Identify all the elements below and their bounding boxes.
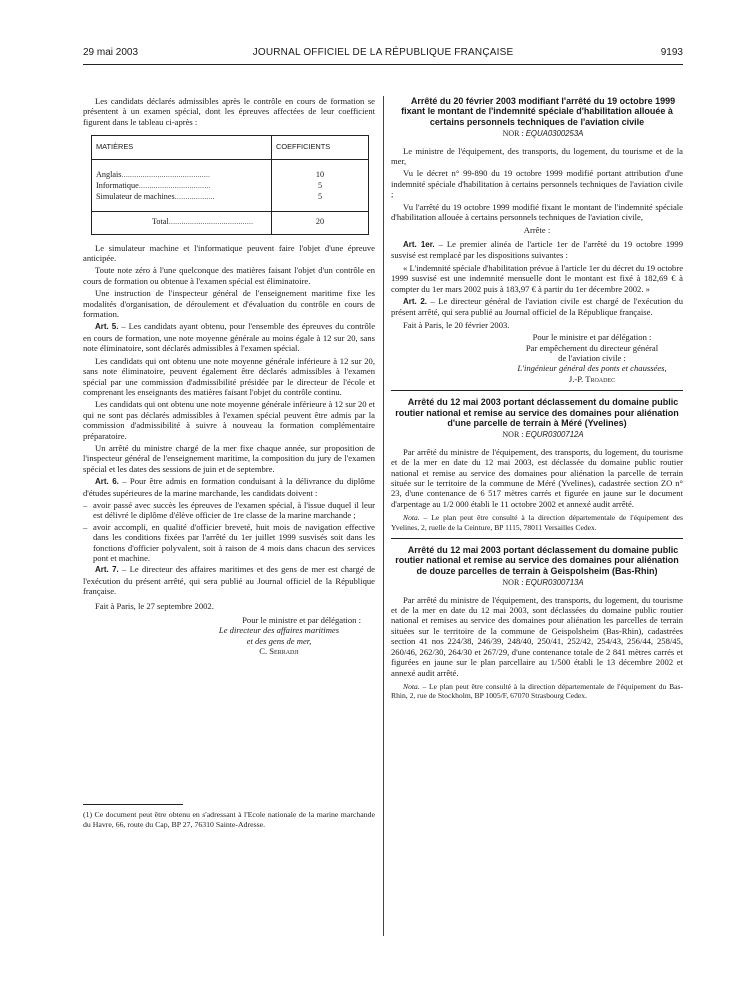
footnote-rule [83,804,183,805]
table-row: Anglais.......................................... 10 [92,159,369,181]
page-header [83,47,683,61]
decree-title: Arrêté du 20 février 2003 modifiant l'arrêté du 19 octobre 1999 fixant le montant de l'indemnité spéciale d'habilitation allouée à certains personnels techniques de l'aviation civile [401,96,676,127]
coefficients-table [91,135,369,234]
signature-line: et des gens de mer, [246,635,312,646]
list-item: – avoir accompli, en qualité d'officier breveté, huit mois de navigation effective dans les conditions fixées par l'arrêté du 1er juillet 1999 susvisés soit dans les fonctions d'officier polyvalent, soit à raison de 4 mois dans chacun des services pont et machine. [83,521,375,563]
article-label: Art. 6. [95,477,119,487]
article-1: Art. 1er. – Le premier alinéa de l'article 1er de l'arrêté du 19 octobre 1999 susvisé est remplacé par les dispositions suivantes : [391,238,684,261]
signature-line: Pour le ministre et par délégation : [242,615,361,626]
header-journal-title: JOURNAL OFFICIEL DE LA RÉPUBLIQUE FRANÇAISE [252,47,514,58]
table-total-row: Total........................................ 20 [92,211,369,234]
nor-reference: NOR : EQUA0300253A [502,129,584,139]
paragraph: Le ministre de l'équipement, des transports, du logement, du tourisme et de la mer, [391,145,683,167]
article-label: Art. 7. [95,565,119,575]
signatory-name: C. Serradji [259,646,299,657]
table-cell-label: Anglais [96,169,122,179]
article-5: Art. 5. – Les candidats ayant obtenu, pour l'ensemble des épreuves du contrôle en cours de formation, une note moyenne générale au moins égale à 12 sur 20, sans note éliminatoire, sont déclarés admissibles à l'examen spécial. [83,321,376,354]
fait-line: Fait à Paris, le 20 février 2003. [403,319,510,330]
table-row: Simulateur de machines................... 5 [92,192,369,212]
article-label: Art. 5. [95,322,119,332]
paragraph: Par arrêté du ministre de l'équipement, des transports, du logement, du tourisme et de la mer en date du 12 mai 2003, est déclassée du domaine public routier national et remise au service des domaines pour aliénation la parcelle de terrain située sur le territoire de la commune de Méré (Yvelines), cadastrée section ZO n° 23, d'une contenance de 6 517 mètres carrés et figurée en jaune sur le document d'arpentage au 1/2 000 établi le 11 octobre 2002 et annexé audit arrêté. [391,446,683,509]
article-label: Art. 1er. [403,239,435,249]
paragraph: Par arrêté du ministre de l'équipement, des transports, du logement, du tourisme et de la mer en date du 12 mai 2003, sont déclassées du domaine public routier national et remises au service des domaines pour aliénation les parcelles de terrain situées sur le territoire de la commune de Geispolsheim (Bas-Rhin), cadastrées section 41 nos 224/38, 246/39, 248/40, 250/41, 252/42, 254/43, 256/44, 258/45, 260/46, 262/30, 264/30 et 267/29, d'une contenance totale de 2 841 mètres carrés et figurées en jaune sur le plan parcellaire au 1/500 établi le 13 décembre 2002 et annexé audit arrêté. [391,594,683,678]
header-date: 29 mai 2003 [83,47,139,58]
paragraph: Les candidats qui ont obtenu une note moyenne générale inférieure à 12 sur 20 et qui ne sont pas déclarés admissibles à l'examen spécial peuvent être admis par la commission d'admissibilité à suivre à nouveau la formation complémentaire préparatoire. [83,399,375,441]
article-2: Art. 2. – Le directeur général de l'aviation civile est chargé de l'exécution du présent arrêté, qui sera publié au Journal officiel de la République française. [391,295,683,318]
signature-line: Pour le ministre et par délégation : [532,332,652,343]
paragraph: Vu l'arrêté du 19 octobre 1999 modifié fixant le montant de l'indemnité spéciale d'habilitation allouée à certains personnels techniques de l'aviation civile, [391,201,683,223]
table-cell-value: 10 [272,159,369,181]
table-total-value: 20 [272,211,369,234]
table-header-matieres: MATIÈRES [92,136,272,159]
section-divider [391,538,683,539]
table-cell-label: Simulateur de machines [96,191,175,201]
nor-reference: NOR : EQUR0300713A [502,578,584,588]
article-7: Art. 7. – Le directeur des affaires maritimes et des gens de mer est chargé de l'exécution du présent arrêté, qui sera publié au Journal officiel de la République française. [83,564,375,597]
signature-line: de l'aviation civile : [558,352,626,363]
decree-title: Arrêté du 12 mai 2003 portant déclassement du domaine public routier national et remise au service des domaines pour aliénation de douze parcelles de terrain à Geispolsheim (Bas-Rhin) [395,545,679,576]
right-column [391,96,683,705]
article-6: Art. 6. – Pour être admis en formation conduisant à la délivrance du diplôme d'études supérieures de la marine marchande, les candidats doivent : [83,476,375,498]
fait-line: Fait à Paris, le 27 septembre 2002. [95,600,214,611]
nota: Nota. – Le plan peut être consulté à la direction départementale de l'équipement du Bas-Rhin, 2, rue de Stockholm, BP 1005/F, 67070 Strasbourg Cedex. [391,681,683,701]
arrete-heading: Arrête : [523,225,551,236]
signatory-name: J.-P. Troadec [568,373,616,384]
column-divider [383,96,384,936]
signature-line: Le directeur des affaires maritimes [218,625,340,636]
decree-title: Arrêté du 12 mai 2003 portant déclassement du domaine public routier national et remise au service des domaines pour aliénation d'une parcelle de terrain à Méré (Yvelines) [395,397,679,428]
article-label: Art. 2. [403,296,427,306]
left-column [83,96,375,657]
intro-paragraph: Les candidats déclarés admissibles après le contrôle en cours de formation se présentent à un examen spécial, dont les épreuves affectées de leur coefficient figurent dans le tableau ci-après : [83,96,375,127]
header-rule [83,64,683,65]
paragraph: Vu le décret n° 99-890 du 19 octobre 1999 modifié portant attribution d'une indemnité spéciale d'habilitation à certains personnels techniques de l'aviation civile ; [391,168,683,200]
paragraph: Un arrêté du ministre chargé de la mer fixe chaque année, sur proposition de l'inspecteur général de l'enseignement maritime, la composition du jury de l'examen spécial et les dates des sessions de juin et de septembre. [83,442,375,474]
table-row: Informatique.................................. 5 [92,181,369,192]
footnote: (1) Ce document peut être obtenu en s'adressant à l'Ecole nationale de la marine marchande du Havre, 66, route du Cap, BP 27, 76310 Sainte-Adresse. [83,810,375,829]
nota: Nota. – Le plan peut être consulté à la direction départementale de l'équipement des Yvelines, 2, ruelle de la Ceinture, BP 1115, 78011 Versailles Cedex. [391,513,683,532]
table-cell-value: 5 [272,181,369,192]
paragraph: Toute note zéro à l'une quelconque des matières faisant l'objet d'un contrôle en cours de formation ou obtenue à l'examen spécial est éliminatoire. [83,265,375,286]
table-header-coefficients: COEFFICIENTS [272,136,369,159]
paragraph: Le simulateur machine et l'informatique peuvent faire l'objet d'une épreuve anticipée. [83,242,375,264]
table-cell-label: Informatique [96,180,139,190]
paragraph: Une instruction de l'inspecteur général de l'enseignement maritime fixe les modalités d'organisation, de déroulement et d'évaluation du contrôle en cours de formation. [83,288,375,320]
list-item: – avoir passé avec succès les épreuves de l'examen spécial, à l'issue duquel il leur est délivré le diplôme d'élève officier de 1re classe de la marine marchande ; [83,499,375,521]
signature-line: Par empêchement du directeur général [525,342,659,353]
paragraph: Les candidats qui ont obtenu une note moyenne générale inférieure à 12 sur 20, sans note éliminatoire, peuvent également être déclarés admissibles à l'examen spécial par une commission d'admissibilité présidée par le directeur de l'école et comprenant les enseignants des matières faisant l'objet du contrôle continu. [83,355,375,397]
header-page-number: 9193 [660,47,683,58]
nor-reference: NOR : EQUR0300712A [502,430,584,440]
table-total-label: Total [152,217,169,227]
section-divider [391,390,683,391]
quote: « L'indemnité spéciale d'habilitation prévue à l'article 1er du décret du 19 octobre 1999 susvisé est une indemnité mensuelle dont le montant est fixé à 182,69 € à compter du 1er mars 2002 puis à 183,97 € à partir du 1er décembre 2002. » [391,262,684,294]
signature-line: L'ingénieur général des ponts et chaussées, [517,363,667,374]
table-cell-value: 5 [272,192,369,212]
